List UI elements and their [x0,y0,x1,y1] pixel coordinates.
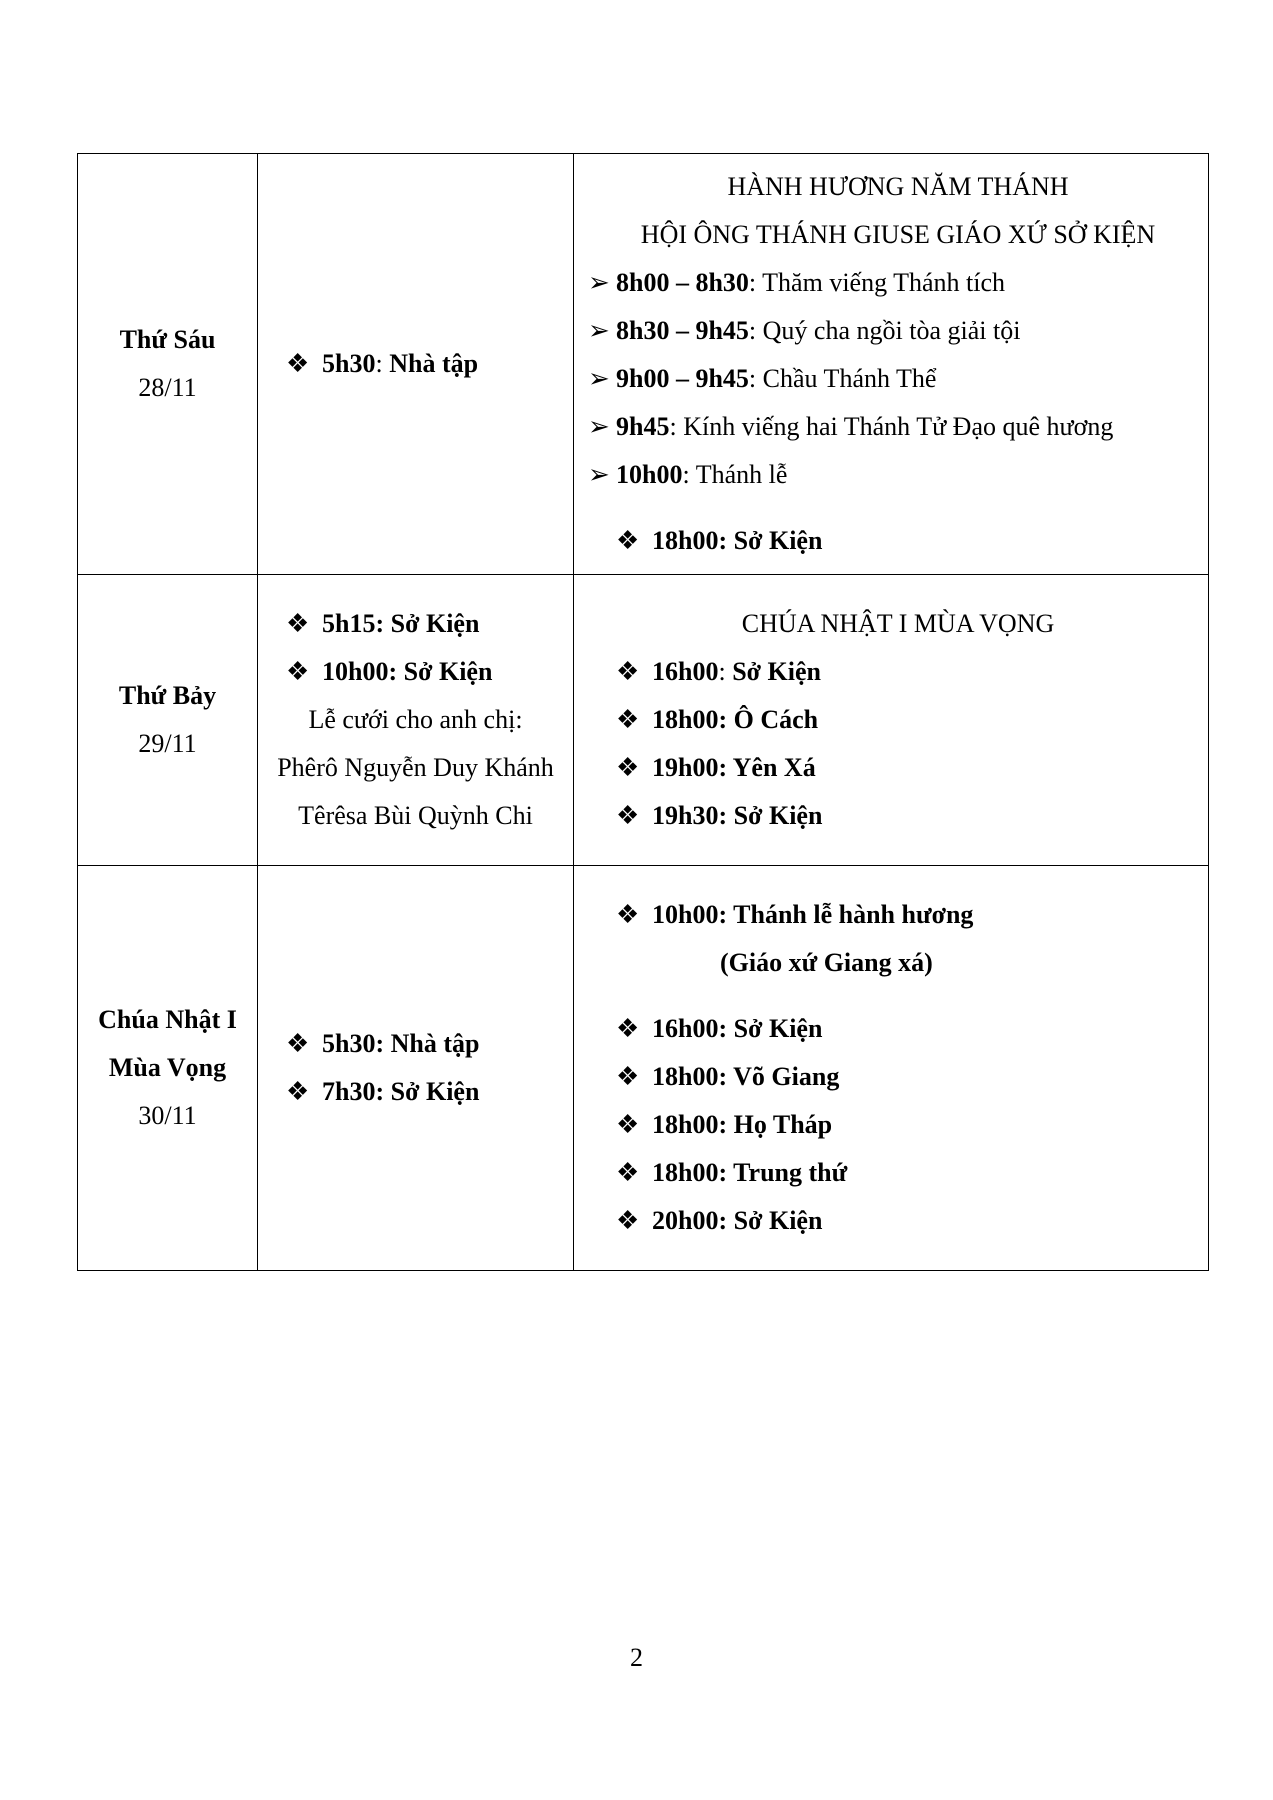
diamond-bullet-icon: ❖ [286,609,310,638]
list-item: ➢ 8h00 – 8h30: Thăm viếng Thánh tích [588,259,1208,307]
wedding-note: Lễ cưới cho anh chị: [308,705,523,734]
diamond-bullet-icon: ❖ [286,349,310,378]
list-item: ❖ 18h00: Sở Kiện [588,517,1208,565]
day-cell [78,866,258,1271]
page-number: 2 [630,1643,643,1672]
diamond-bullet-icon: ❖ [616,1206,640,1235]
list-item: ❖ 18h00: Võ Giang [588,1053,1208,1101]
day-cell [78,154,258,575]
list-item: ➢ 9h45: Kính viếng hai Thánh Tử Đạo quê hương [588,403,1208,451]
list-item: ❖ 7h30: Sở Kiện [286,1068,573,1116]
wedding-note: Phêrô Nguyễn Duy Khánh [277,753,554,782]
day-date: 28/11 [138,373,197,402]
arrow-bullet-icon: ➢ [588,364,610,393]
day-name-line2: Mùa Vọng [108,1053,227,1082]
list-item: ❖ 5h15: Sở Kiện [258,600,573,648]
morning-cell [258,154,574,575]
diamond-bullet-icon: ❖ [616,1062,640,1091]
pilgrim-parish-note: (Giáo xứ Giang xá) [720,948,933,977]
day-name: Thứ Sáu [119,325,216,354]
schedule-table [77,153,1209,1271]
events-cell [574,154,1209,575]
arrow-bullet-icon: ➢ [588,316,610,345]
day-date: 30/11 [138,1101,197,1130]
events-cell [574,866,1209,1271]
schedule-row-saturday [78,575,1209,866]
diamond-bullet-icon: ❖ [616,900,640,929]
diamond-bullet-icon: ❖ [616,1110,640,1139]
diamond-bullet-icon: ❖ [616,1158,640,1187]
list-item: ❖ 19h00: Yên Xá [588,744,1208,792]
list-item: ❖ 5h30: Nhà tập [286,1020,573,1068]
arrow-bullet-icon: ➢ [588,460,610,489]
diamond-bullet-icon: ❖ [286,657,310,686]
list-item: ➢ 8h30 – 9h45: Quý cha ngồi tòa giải tội [588,307,1208,355]
event-heading: HÀNH HƯƠNG NĂM THÁNH [727,172,1069,201]
diamond-bullet-icon: ❖ [286,1077,310,1106]
list-item: ❖ 16h00: Sở Kiện [588,1005,1208,1053]
events-cell [574,575,1209,866]
day-cell [78,575,258,866]
event-heading: HỘI ÔNG THÁNH GIUSE GIÁO XỨ SỞ KIỆN [640,220,1156,249]
diamond-bullet-icon: ❖ [616,526,640,555]
event-heading: CHÚA NHẬT I MÙA VỌNG [741,609,1055,638]
morning-cell [258,866,574,1271]
arrow-bullet-icon: ➢ [588,268,610,297]
schedule-row-friday [78,154,1209,575]
list-item: ➢ 9h00 – 9h45: Chầu Thánh Thể [588,355,1208,403]
list-item: ❖ 5h30: Nhà tập [286,340,573,388]
diamond-bullet-icon: ❖ [616,753,640,782]
arrow-bullet-icon: ➢ [588,412,610,441]
diamond-bullet-icon: ❖ [286,1029,310,1058]
list-item: ❖ 10h00: Thánh lễ hành hương [588,891,1208,939]
list-item: ➢ 10h00: Thánh lễ [588,451,1208,499]
day-name: Chúa Nhật I [98,1005,237,1034]
list-item: ❖ 18h00: Trung thứ [588,1149,1208,1197]
morning-cell [258,575,574,866]
day-date: 29/11 [138,729,197,758]
diamond-bullet-icon: ❖ [616,1014,640,1043]
wedding-note: Têrêsa Bùi Quỳnh Chi [298,801,533,830]
list-item: ❖ 10h00: Sở Kiện [258,648,573,696]
list-item: ❖ 18h00: Ô Cách [588,696,1208,744]
diamond-bullet-icon: ❖ [616,705,640,734]
list-item: ❖ 16h00: Sở Kiện [588,648,1208,696]
list-item: ❖ 18h00: Họ Tháp [588,1101,1208,1149]
list-item: ❖ 19h30: Sở Kiện [588,792,1208,840]
schedule-row-sunday [78,866,1209,1271]
list-item: ❖ 20h00: Sở Kiện [588,1197,1208,1245]
day-name: Thứ Bảy [118,681,217,710]
diamond-bullet-icon: ❖ [616,801,640,830]
diamond-bullet-icon: ❖ [616,657,640,686]
